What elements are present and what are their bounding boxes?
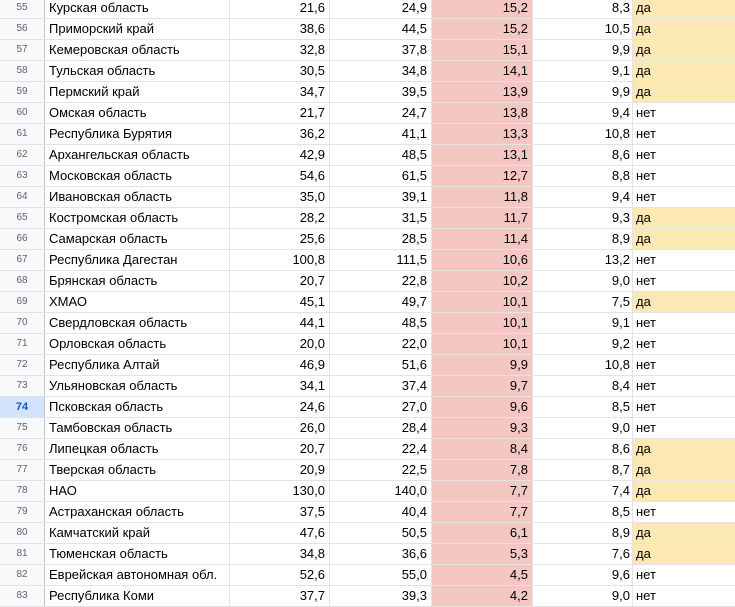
cell-region[interactable]: Республика Дагестан bbox=[45, 250, 230, 270]
cell-value-2[interactable]: 22,4 bbox=[330, 439, 432, 459]
cell-value-3[interactable]: 9,6 bbox=[432, 397, 533, 417]
cell-value-3[interactable]: 10,2 bbox=[432, 271, 533, 291]
row-header[interactable]: 78 bbox=[0, 481, 45, 501]
row-header[interactable]: 60 bbox=[0, 103, 45, 123]
cell-value-2[interactable]: 22,8 bbox=[330, 271, 432, 291]
cell-value-1[interactable]: 25,6 bbox=[230, 229, 330, 249]
cell-value-3[interactable]: 12,7 bbox=[432, 166, 533, 186]
cell-region[interactable]: Орловская область bbox=[45, 334, 230, 354]
cell-region[interactable]: Еврейская автономная обл. bbox=[45, 565, 230, 585]
cell-value-2[interactable]: 49,7 bbox=[330, 292, 432, 312]
cell-value-4[interactable]: 8,6 bbox=[533, 439, 633, 459]
row-header[interactable]: 61 bbox=[0, 124, 45, 144]
cell-value-3[interactable]: 10,1 bbox=[432, 313, 533, 333]
cell-region[interactable]: Приморский край bbox=[45, 19, 230, 39]
cell-flag[interactable]: нет bbox=[636, 567, 656, 582]
cell-value-2[interactable]: 37,8 bbox=[330, 40, 432, 60]
cell-value-1[interactable]: 36,2 bbox=[230, 124, 330, 144]
cell-value-2[interactable]: 24,9 bbox=[330, 0, 432, 18]
cell-value-1[interactable]: 100,8 bbox=[230, 250, 330, 270]
cell-region[interactable]: Республика Коми bbox=[45, 586, 230, 606]
cell-value-3[interactable]: 13,1 bbox=[432, 145, 533, 165]
table-row bbox=[0, 544, 735, 565]
cell-flag[interactable]: нет bbox=[636, 147, 656, 162]
row-header[interactable]: 74 bbox=[0, 397, 45, 417]
cell-region[interactable]: Камчатский край bbox=[45, 523, 230, 543]
row-header[interactable]: 67 bbox=[0, 250, 45, 270]
cell-value-2[interactable]: 22,0 bbox=[330, 334, 432, 354]
cell-value-4[interactable]: 9,4 bbox=[533, 103, 633, 123]
cell-value-4[interactable]: 9,0 bbox=[533, 586, 633, 606]
cell-region[interactable]: Республика Алтай bbox=[45, 355, 230, 375]
cell-flag[interactable]: да bbox=[633, 61, 735, 81]
table-row bbox=[0, 208, 735, 229]
cell-value-1[interactable]: 30,5 bbox=[230, 61, 330, 81]
cell-value-3[interactable]: 9,7 bbox=[432, 376, 533, 396]
table-row bbox=[0, 565, 735, 586]
cell-value-3[interactable]: 7,8 bbox=[432, 460, 533, 480]
cell-value-2[interactable]: 28,5 bbox=[330, 229, 432, 249]
cell-value-4[interactable]: 7,6 bbox=[533, 544, 633, 564]
row-header[interactable]: 71 bbox=[0, 334, 45, 354]
row-header[interactable]: 65 bbox=[0, 208, 45, 228]
cell-value-4[interactable]: 9,4 bbox=[533, 187, 633, 207]
table-row bbox=[0, 229, 735, 250]
cell-region[interactable]: Ульяновская область bbox=[45, 376, 230, 396]
cell-flag[interactable]: да bbox=[633, 481, 735, 501]
cell-value-4[interactable]: 10,5 bbox=[533, 19, 633, 39]
table-row bbox=[0, 376, 735, 397]
cell-value-3[interactable]: 10,1 bbox=[432, 334, 533, 354]
cell-flag[interactable]: нет bbox=[636, 252, 656, 267]
cell-value-1[interactable]: 21,6 bbox=[230, 0, 330, 18]
cell-value-1[interactable]: 20,7 bbox=[230, 271, 330, 291]
cell-region[interactable]: Тюменская область bbox=[45, 544, 230, 564]
table-row bbox=[0, 460, 735, 481]
cell-value-2[interactable]: 50,5 bbox=[330, 523, 432, 543]
cell-value-4[interactable]: 9,2 bbox=[533, 334, 633, 354]
cell-value-4[interactable]: 8,9 bbox=[533, 523, 633, 543]
cell-value-1[interactable]: 37,7 bbox=[230, 586, 330, 606]
cell-value-1[interactable]: 32,8 bbox=[230, 40, 330, 60]
cell-value-4[interactable]: 9,9 bbox=[533, 40, 633, 60]
row-header[interactable]: 77 bbox=[0, 460, 45, 480]
cell-value-1[interactable]: 42,9 bbox=[230, 145, 330, 165]
cell-value-2[interactable]: 41,1 bbox=[330, 124, 432, 144]
cell-value-2[interactable]: 39,1 bbox=[330, 187, 432, 207]
row-header[interactable]: 80 bbox=[0, 523, 45, 543]
cell-flag[interactable]: нет bbox=[636, 189, 656, 204]
cell-region[interactable]: Московская область bbox=[45, 166, 230, 186]
cell-value-1[interactable]: 28,2 bbox=[230, 208, 330, 228]
row-header[interactable]: 72 bbox=[0, 355, 45, 375]
cell-flag[interactable]: нет bbox=[636, 588, 656, 603]
cell-value-4[interactable]: 8,8 bbox=[533, 166, 633, 186]
cell-value-4[interactable]: 8,3 bbox=[533, 0, 633, 18]
cell-flag[interactable]: нет bbox=[636, 105, 656, 120]
cell-value-2[interactable]: 24,7 bbox=[330, 103, 432, 123]
cell-flag[interactable]: нет bbox=[636, 126, 656, 141]
table-row bbox=[0, 481, 735, 502]
cell-value-2[interactable]: 48,5 bbox=[330, 145, 432, 165]
table-row bbox=[0, 124, 735, 145]
cell-value-3[interactable]: 8,4 bbox=[432, 439, 533, 459]
cell-value-2[interactable]: 37,4 bbox=[330, 376, 432, 396]
cell-value-2[interactable]: 55,0 bbox=[330, 565, 432, 585]
cell-flag[interactable]: нет bbox=[636, 357, 656, 372]
cell-region[interactable]: Липецкая область bbox=[45, 439, 230, 459]
cell-value-2[interactable]: 140,0 bbox=[330, 481, 432, 501]
row-header[interactable]: 82 bbox=[0, 565, 45, 585]
cell-value-3[interactable]: 11,7 bbox=[432, 208, 533, 228]
cell-flag[interactable]: нет bbox=[636, 315, 656, 330]
cell-value-3[interactable]: 9,9 bbox=[432, 355, 533, 375]
table-row bbox=[0, 0, 735, 19]
cell-value-3[interactable]: 9,3 bbox=[432, 418, 533, 438]
cell-value-1[interactable]: 47,6 bbox=[230, 523, 330, 543]
cell-value-4[interactable]: 8,9 bbox=[533, 229, 633, 249]
cell-value-3[interactable]: 5,3 bbox=[432, 544, 533, 564]
cell-flag[interactable]: нет bbox=[636, 336, 656, 351]
cell-value-3[interactable]: 15,2 bbox=[432, 0, 533, 18]
cell-value-3[interactable]: 6,1 bbox=[432, 523, 533, 543]
cell-region[interactable]: Ивановская область bbox=[45, 187, 230, 207]
cell-flag[interactable]: нет bbox=[636, 399, 656, 414]
cell-value-2[interactable]: 27,0 bbox=[330, 397, 432, 417]
table-row bbox=[0, 523, 735, 544]
cell-value-3[interactable]: 4,5 bbox=[432, 565, 533, 585]
cell-value-3[interactable]: 7,7 bbox=[432, 502, 533, 522]
row-header[interactable]: 79 bbox=[0, 502, 45, 522]
cell-region[interactable]: ХМАО bbox=[45, 292, 230, 312]
cell-value-4[interactable]: 7,4 bbox=[533, 481, 633, 501]
table-row bbox=[0, 292, 735, 313]
row-header[interactable]: 76 bbox=[0, 439, 45, 459]
cell-value-1[interactable]: 34,7 bbox=[230, 82, 330, 102]
cell-value-2[interactable]: 44,5 bbox=[330, 19, 432, 39]
cell-value-2[interactable]: 48,5 bbox=[330, 313, 432, 333]
table-row bbox=[0, 313, 735, 334]
cell-value-4[interactable]: 9,3 bbox=[533, 208, 633, 228]
table-row bbox=[0, 250, 735, 271]
cell-flag[interactable]: да bbox=[633, 0, 735, 18]
cell-value-4[interactable]: 10,8 bbox=[533, 124, 633, 144]
row-header[interactable]: 63 bbox=[0, 166, 45, 186]
row-header[interactable]: 83 bbox=[0, 586, 45, 606]
cell-region[interactable]: Самарская область bbox=[45, 229, 230, 249]
row-header[interactable]: 59 bbox=[0, 82, 45, 102]
cell-value-2[interactable]: 31,5 bbox=[330, 208, 432, 228]
cell-region[interactable]: Архангельская область bbox=[45, 145, 230, 165]
cell-value-1[interactable]: 20,0 bbox=[230, 334, 330, 354]
cell-flag[interactable]: нет bbox=[636, 420, 656, 435]
cell-flag[interactable]: нет bbox=[636, 168, 656, 183]
table-row bbox=[0, 355, 735, 376]
cell-value-1[interactable]: 52,6 bbox=[230, 565, 330, 585]
cell-value-1[interactable]: 46,9 bbox=[230, 355, 330, 375]
cell-region[interactable]: Брянская область bbox=[45, 271, 230, 291]
table-row bbox=[0, 145, 735, 166]
cell-value-3[interactable]: 14,1 bbox=[432, 61, 533, 81]
cell-value-3[interactable]: 10,1 bbox=[432, 292, 533, 312]
cell-value-1[interactable]: 54,6 bbox=[230, 166, 330, 186]
cell-value-4[interactable]: 7,5 bbox=[533, 292, 633, 312]
cell-value-1[interactable]: 20,9 bbox=[230, 460, 330, 480]
cell-value-4[interactable]: 13,2 bbox=[533, 250, 633, 270]
cell-region[interactable]: Тульская область bbox=[45, 61, 230, 81]
cell-value-4[interactable]: 9,6 bbox=[533, 565, 633, 585]
cell-flag[interactable]: да bbox=[633, 208, 735, 228]
cell-value-4[interactable]: 8,5 bbox=[533, 502, 633, 522]
cell-value-1[interactable]: 130,0 bbox=[230, 481, 330, 501]
cell-value-3[interactable]: 11,4 bbox=[432, 229, 533, 249]
cell-region[interactable]: Кемеровская область bbox=[45, 40, 230, 60]
cell-value-3[interactable]: 10,6 bbox=[432, 250, 533, 270]
table-row bbox=[0, 82, 735, 103]
cell-value-3[interactable]: 15,1 bbox=[432, 40, 533, 60]
cell-value-3[interactable]: 4,2 bbox=[432, 586, 533, 606]
table-row bbox=[0, 19, 735, 40]
cell-value-1[interactable]: 34,1 bbox=[230, 376, 330, 396]
row-header[interactable]: 62 bbox=[0, 145, 45, 165]
cell-value-4[interactable]: 8,7 bbox=[533, 460, 633, 480]
cell-flag[interactable]: да bbox=[633, 82, 735, 102]
cell-value-1[interactable]: 21,7 bbox=[230, 103, 330, 123]
table-row bbox=[0, 502, 735, 523]
row-header[interactable]: 73 bbox=[0, 376, 45, 396]
row-header[interactable]: 68 bbox=[0, 271, 45, 291]
cell-value-4[interactable]: 10,8 bbox=[533, 355, 633, 375]
table-row bbox=[0, 187, 735, 208]
cell-value-4[interactable]: 9,1 bbox=[533, 61, 633, 81]
table-row bbox=[0, 166, 735, 187]
cell-flag[interactable]: да bbox=[633, 229, 735, 249]
row-header[interactable]: 66 bbox=[0, 229, 45, 249]
row-header[interactable]: 55 bbox=[0, 0, 45, 18]
cell-value-1[interactable]: 37,5 bbox=[230, 502, 330, 522]
cell-region[interactable]: Пермский край bbox=[45, 82, 230, 102]
cell-value-1[interactable]: 38,6 bbox=[230, 19, 330, 39]
cell-value-2[interactable]: 22,5 bbox=[330, 460, 432, 480]
cell-value-3[interactable]: 7,7 bbox=[432, 481, 533, 501]
row-header[interactable]: 69 bbox=[0, 292, 45, 312]
cell-region[interactable]: Тамбовская область bbox=[45, 418, 230, 438]
cell-flag[interactable]: да bbox=[633, 523, 735, 543]
cell-value-3[interactable]: 11,8 bbox=[432, 187, 533, 207]
table-row bbox=[0, 61, 735, 82]
cell-value-2[interactable]: 61,5 bbox=[330, 166, 432, 186]
row-header[interactable]: 81 bbox=[0, 544, 45, 564]
cell-value-1[interactable]: 24,6 bbox=[230, 397, 330, 417]
cell-flag[interactable]: да bbox=[633, 439, 735, 459]
row-header[interactable]: 75 bbox=[0, 418, 45, 438]
cell-value-2[interactable]: 28,4 bbox=[330, 418, 432, 438]
cell-value-2[interactable]: 111,5 bbox=[330, 250, 432, 270]
table-row bbox=[0, 397, 735, 418]
cell-value-2[interactable]: 51,6 bbox=[330, 355, 432, 375]
cell-value-4[interactable]: 8,6 bbox=[533, 145, 633, 165]
cell-flag[interactable]: да bbox=[633, 292, 735, 312]
table-row bbox=[0, 418, 735, 439]
cell-region[interactable]: Курская область bbox=[45, 0, 230, 18]
cell-value-1[interactable]: 44,1 bbox=[230, 313, 330, 333]
cell-flag[interactable]: нет bbox=[636, 504, 656, 519]
row-header[interactable]: 58 bbox=[0, 61, 45, 81]
table-row bbox=[0, 439, 735, 460]
cell-value-4[interactable]: 8,4 bbox=[533, 376, 633, 396]
cell-region[interactable]: Республика Бурятия bbox=[45, 124, 230, 144]
cell-region[interactable]: Тверская область bbox=[45, 460, 230, 480]
cell-value-3[interactable]: 15,2 bbox=[432, 19, 533, 39]
cell-value-4[interactable]: 9,0 bbox=[533, 418, 633, 438]
cell-region[interactable]: Астраханская область bbox=[45, 502, 230, 522]
cell-region[interactable]: НАО bbox=[45, 481, 230, 501]
cell-flag[interactable]: да bbox=[633, 460, 735, 480]
cell-value-2[interactable]: 34,8 bbox=[330, 61, 432, 81]
cell-value-1[interactable]: 26,0 bbox=[230, 418, 330, 438]
cell-flag[interactable]: нет bbox=[636, 273, 656, 288]
cell-value-3[interactable]: 13,3 bbox=[432, 124, 533, 144]
cell-region[interactable]: Псковская область bbox=[45, 397, 230, 417]
cell-value-3[interactable]: 13,9 bbox=[432, 82, 533, 102]
cell-value-1[interactable]: 35,0 bbox=[230, 187, 330, 207]
cell-value-2[interactable]: 40,4 bbox=[330, 502, 432, 522]
cell-region[interactable]: Омская область bbox=[45, 103, 230, 123]
cell-value-1[interactable]: 45,1 bbox=[230, 292, 330, 312]
table-row bbox=[0, 271, 735, 292]
row-header[interactable]: 57 bbox=[0, 40, 45, 60]
row-header[interactable]: 70 bbox=[0, 313, 45, 333]
cell-value-4[interactable]: 9,1 bbox=[533, 313, 633, 333]
table-row bbox=[0, 40, 735, 61]
table-row bbox=[0, 334, 735, 355]
cell-value-4[interactable]: 9,0 bbox=[533, 271, 633, 291]
cell-flag[interactable]: да bbox=[633, 544, 735, 564]
row-header[interactable]: 64 bbox=[0, 187, 45, 207]
cell-flag[interactable]: да bbox=[633, 19, 735, 39]
cell-value-4[interactable]: 8,5 bbox=[533, 397, 633, 417]
cell-flag[interactable]: да bbox=[633, 40, 735, 60]
cell-flag[interactable]: нет bbox=[636, 378, 656, 393]
cell-value-1[interactable]: 34,8 bbox=[230, 544, 330, 564]
cell-region[interactable]: Костромская область bbox=[45, 208, 230, 228]
cell-value-3[interactable]: 13,8 bbox=[432, 103, 533, 123]
cell-value-2[interactable]: 39,5 bbox=[330, 82, 432, 102]
cell-region[interactable]: Свердловская область bbox=[45, 313, 230, 333]
table-row bbox=[0, 586, 735, 607]
cell-value-1[interactable]: 20,7 bbox=[230, 439, 330, 459]
cell-value-2[interactable]: 36,6 bbox=[330, 544, 432, 564]
table-row bbox=[0, 103, 735, 124]
cell-value-4[interactable]: 9,9 bbox=[533, 82, 633, 102]
cell-value-2[interactable]: 39,3 bbox=[330, 586, 432, 606]
row-header[interactable]: 56 bbox=[0, 19, 45, 39]
